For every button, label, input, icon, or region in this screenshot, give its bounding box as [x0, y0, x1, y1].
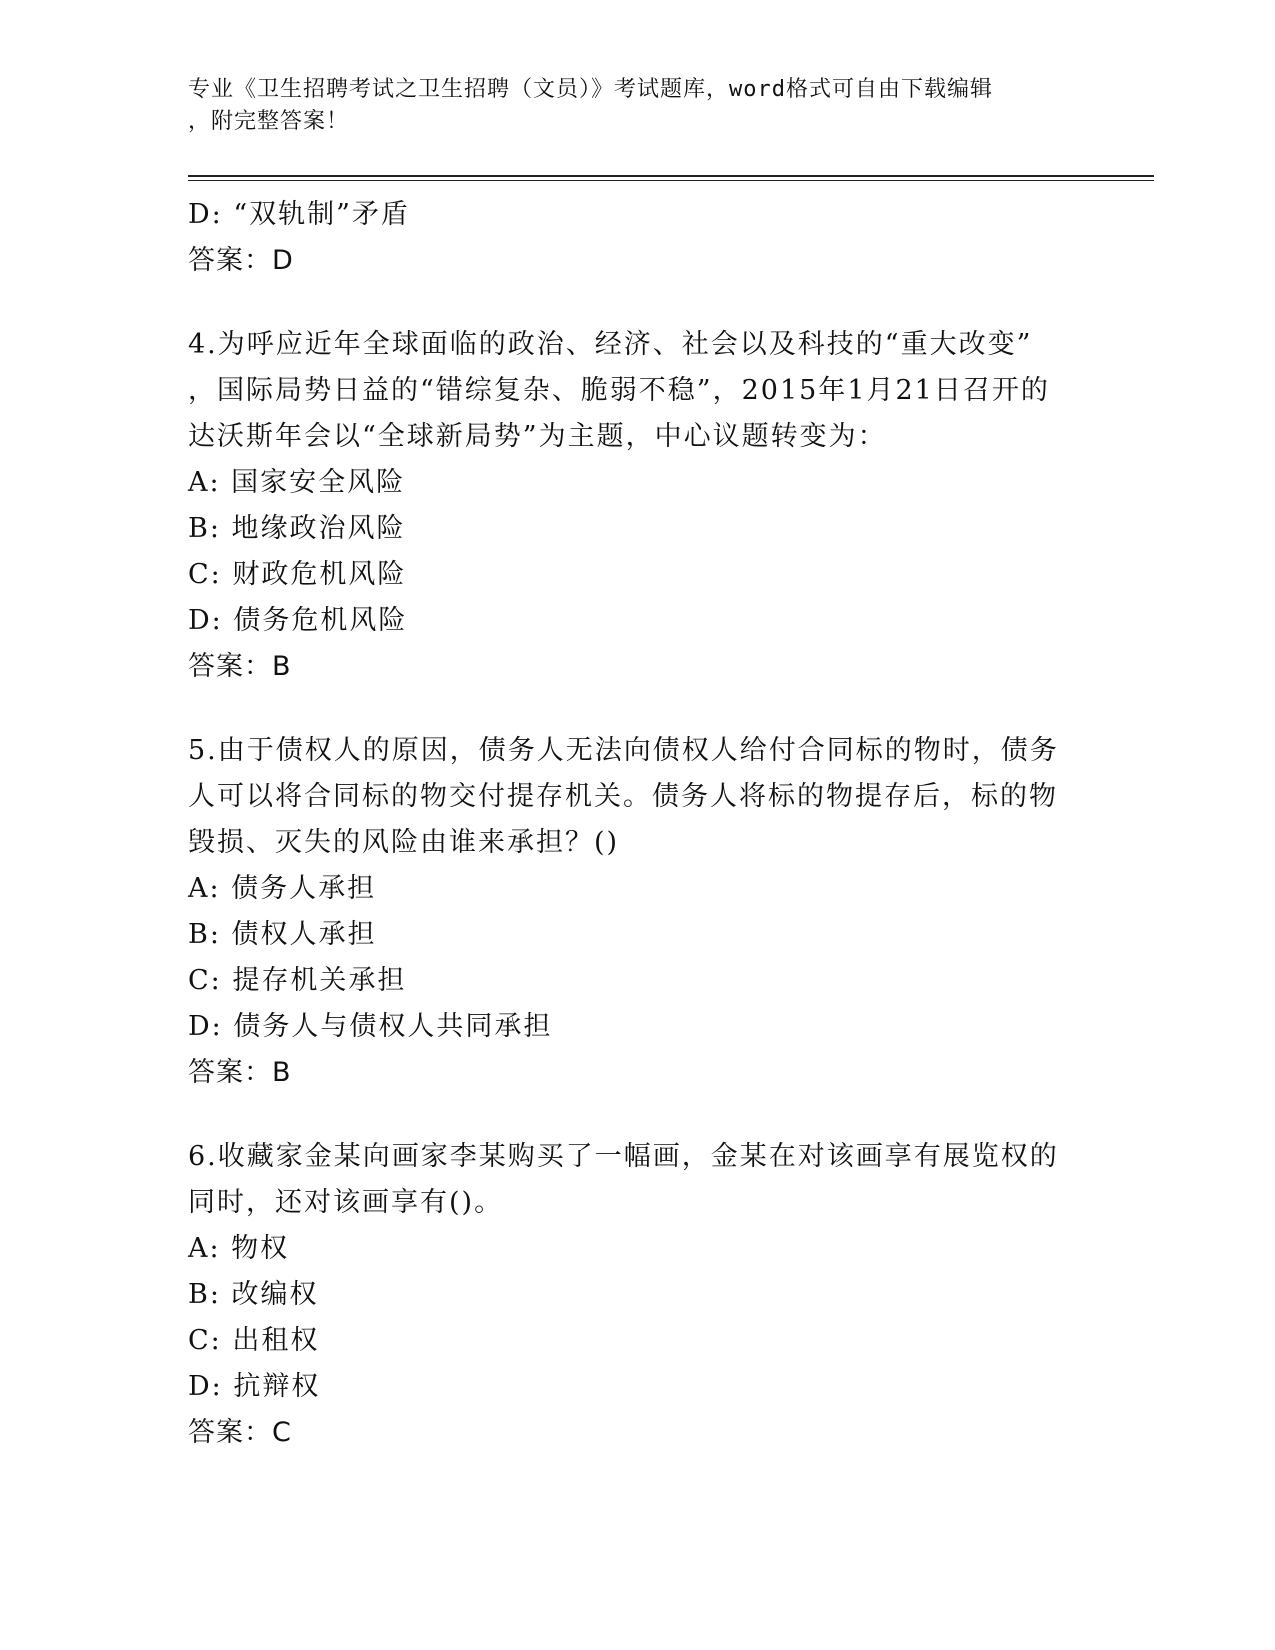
- question-stem-line: 5.由于债权人的原因，债务人无法向债权人给付合同标的物时，债务: [188, 735, 1059, 766]
- answer-line: 答案：C: [188, 1417, 292, 1448]
- option-b: B: 地缘政治风险: [188, 513, 406, 544]
- answer-line: 答案：B: [188, 651, 292, 682]
- spacer: [188, 284, 1108, 322]
- spacer: [188, 1096, 1108, 1134]
- option-c: C: 提存机关承担: [188, 965, 407, 996]
- option-a: A: 国家安全风险: [188, 467, 406, 498]
- header-divider-thin: [188, 180, 1154, 181]
- question-stem-line: 4.为呼应近年全球面临的政治、经济、社会以及科技的“重大改变”: [188, 329, 1033, 360]
- header-divider-thick: [188, 175, 1154, 177]
- question-5: [188, 728, 1108, 1096]
- header-line-1: 专业《卫生招聘考试之卫生招聘（文员）》考试题库，word格式可自由下载编辑: [188, 77, 993, 102]
- option-d: D: 债务危机风险: [188, 605, 408, 636]
- question-4: [188, 322, 1108, 690]
- option-a: A: 物权: [188, 1233, 290, 1264]
- question-6: [188, 1134, 1108, 1456]
- question-stem-line: 达沃斯年会以“全球新局势”为主题，中心议题转变为：: [188, 421, 887, 452]
- option-a: A: 债务人承担: [188, 873, 377, 904]
- question-stem-line: ，国际局势日益的“错综复杂、脆弱不稳”，2015年1月21日召开的: [188, 375, 1050, 406]
- option-b: B: 债权人承担: [188, 919, 377, 950]
- answer-line: 答案：D: [188, 245, 294, 276]
- answer-line: 答案：B: [188, 1057, 292, 1088]
- previous-question-tail: [188, 192, 1108, 284]
- option-c: C: 出租权: [188, 1325, 320, 1356]
- option-d: D: 抗辩权: [188, 1371, 321, 1402]
- document-header: [188, 74, 1088, 138]
- option-d: D: “双轨制”矛盾: [188, 199, 410, 230]
- option-c: C: 财政危机风险: [188, 559, 407, 590]
- question-stem-line: 毁损、灭失的风险由谁来承担？(): [188, 827, 620, 858]
- option-b: B: 改编权: [188, 1279, 319, 1310]
- question-stem-line: 6.收藏家金某向画家李某购买了一幅画，金某在对该画享有展览权的: [188, 1141, 1059, 1172]
- question-list: [188, 192, 1108, 1456]
- header-line-2: ，附完整答案！: [188, 109, 350, 134]
- question-stem-line: 人可以将合同标的物交付提存机关。债务人将标的物提存后，标的物: [188, 781, 1058, 812]
- question-stem-line: 同时，还对该画享有()。: [188, 1187, 504, 1218]
- option-d: D: 债务人与债权人共同承担: [188, 1011, 553, 1042]
- spacer: [188, 690, 1108, 728]
